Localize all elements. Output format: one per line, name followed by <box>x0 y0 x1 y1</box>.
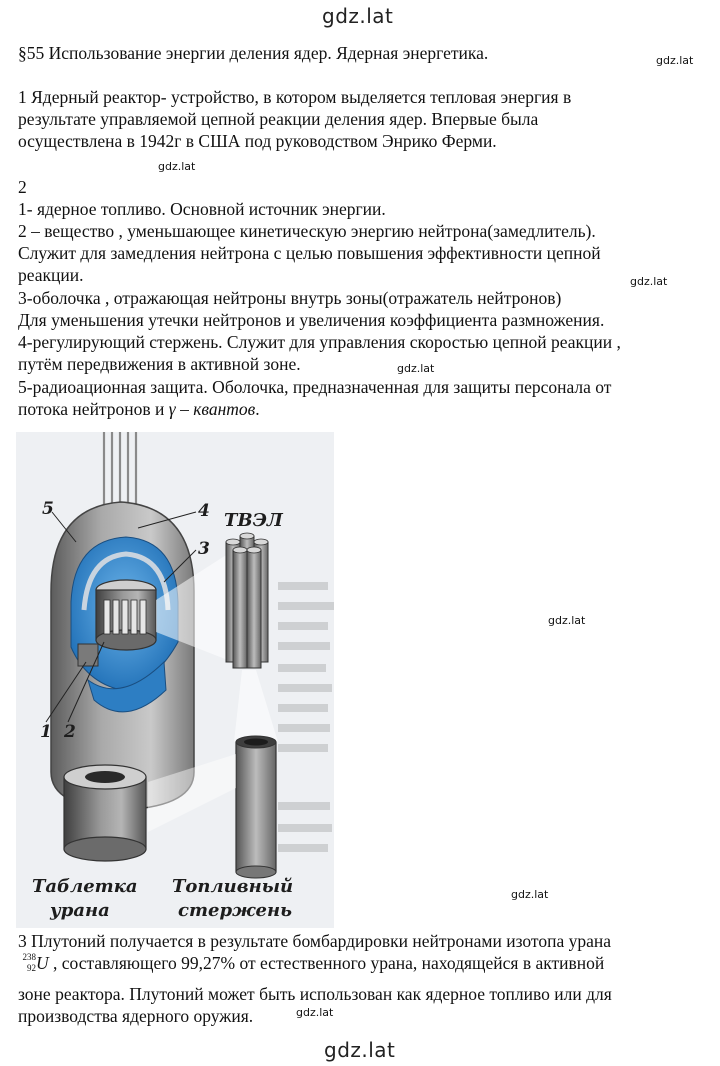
reactor-figure <box>16 432 334 928</box>
q2-line: реакции. <box>18 265 84 285</box>
q1-line: 1 Ядерный реактор- устройство, в котором выделяется тепловая энергия в <box>18 87 572 107</box>
watermark: gdz.lat <box>158 160 196 173</box>
fuel-rod <box>236 736 276 878</box>
label-3: 3 <box>198 539 210 559</box>
q2-number: 2 <box>18 177 27 197</box>
q2-line: 2 – вещество , уменьшающее кинетическую энергию нейтрона(замедлитель). <box>18 221 596 241</box>
watermark-header: gdz.lat <box>322 4 394 28</box>
watermark: gdz.lat <box>296 1006 334 1019</box>
isotope-symbol: U <box>36 953 49 973</box>
label-5: 5 <box>42 499 54 519</box>
q2-line: Служит для замедления нейтрона с целью повышения эффективности цепной <box>18 243 601 263</box>
q2-line: 4-регулирующий стержень. Служит для управления скоростью цепной реакции , <box>18 332 621 352</box>
q2-line: 3-оболочка , отражающая нейтроны внутрь зоны(отражатель нейтронов) <box>18 288 562 308</box>
tvel-bundle <box>226 533 268 668</box>
q3-line: производства ядерного оружия. <box>18 1006 254 1026</box>
q2-line: Для уменьшения утечки нейтронов и увеличения коэффициента размножения. <box>18 310 605 330</box>
label-pellet-1: Таблетка <box>32 876 138 897</box>
label-rod-1: Топливный <box>172 876 294 897</box>
label-2: 2 <box>64 722 76 742</box>
q2-line: путём передвижения в активной зоне. <box>18 354 301 374</box>
q2-text: потока нейтронов и <box>18 399 169 419</box>
q3-isotope-line <box>18 952 604 974</box>
q2-line: 1- ядерное топливо. Основной источник энергии. <box>18 199 386 219</box>
watermark-footer: gdz.lat <box>324 1038 396 1062</box>
isotope-mass: 238 <box>22 952 36 962</box>
reactor-diagram <box>16 432 334 928</box>
watermark: gdz.lat <box>511 888 549 901</box>
watermark: gdz.lat <box>548 614 586 627</box>
q2-period: . <box>255 399 260 419</box>
q3-line: 3 Плутоний получается в результате бомбардировки нейтронами изотопа урана <box>18 931 611 951</box>
fuel-elements <box>104 600 146 634</box>
label-pellet-2: урана <box>50 900 110 921</box>
q2-line-gamma <box>18 398 260 420</box>
isotope-numbers <box>18 952 36 974</box>
label-rod-2: стержень <box>178 900 292 921</box>
q3-text: , составляющего 99,27% от естественного урана, находящейся в активной <box>48 953 605 973</box>
label-4: 4 <box>198 501 210 521</box>
section-title: §55 Использование энергии деления ядер. Ядерная энергетика. <box>18 43 489 63</box>
uranium-pellet <box>64 765 146 861</box>
label-1: 1 <box>40 722 52 742</box>
isotope-charge: 92 <box>27 963 36 973</box>
q1-line: осуществлена в 1942г в США под руководством Энрико Ферми. <box>18 131 497 151</box>
gamma-quanta: γ – квантов <box>168 399 256 419</box>
label-tvel: ТВЭЛ <box>224 510 283 531</box>
watermark: gdz.lat <box>656 54 694 67</box>
watermark: gdz.lat <box>630 275 668 288</box>
q2-line: 5-радиоационная защита. Оболочка, предназначенная для защиты персонала от <box>18 377 612 397</box>
q1-line: результате управляемой цепной реакции деления ядер. Впервые была <box>18 109 539 129</box>
watermark: gdz.lat <box>397 362 435 375</box>
q3-line: зоне реактора. Плутоний может быть использован как ядерное топливо или для <box>18 984 612 1004</box>
